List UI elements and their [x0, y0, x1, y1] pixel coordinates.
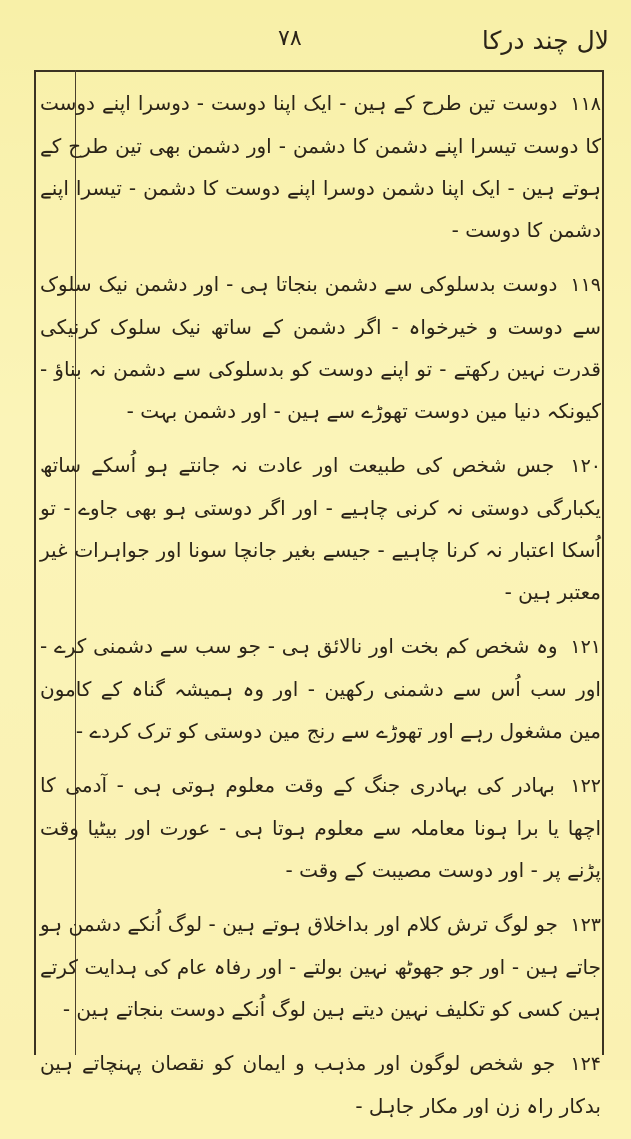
entry-119: [40, 263, 601, 432]
running-title: لال چند درکا: [481, 26, 609, 55]
entry-text: وہ شخص کم بخت اور نالائق ہی - جو سب سے دشمنی کرے - اور سب اُس سے دشمنی رکھین - اور وہ ہمیشہ گناہ کے کامون مین مشغول رہے اور تھوڑے سے رنج مین دوستی کو ترک کردے -: [40, 634, 601, 743]
entry-120: [40, 444, 601, 613]
entry-text: دوست تین طرح کے ہین - ایک اپنا دوست - دوسرا اپنے دوست کا دوست تیسرا اپنے دشمن کا دشمن - اور دشمن بھی تین طرح کے ہوتے ہین - ایک اپنا دشمن دوسرا اپنے دوست کا دشمن - تیسرا اپنے دشمن کا دوست -: [40, 91, 601, 242]
text-body: [40, 82, 601, 1139]
entry-text: بہادر کی بہادری جنگ کے وقت معلوم ہوتی ہی - آدمی کا اچھا یا برا ہونا معاملہ سے معلوم ہوتا ہی - عورت اور بیٹیا وقت پڑنے پر - اور دوست مصیبت کے وقت -: [40, 773, 601, 882]
entry-number: ۱۱۹: [570, 274, 601, 296]
entry-118: [40, 82, 601, 251]
entry-124: [40, 1042, 601, 1127]
entry-text: دوست بدسلوکی سے دشمن بنجاتا ہی - اور دشمن نیک سلوک سے دوست و خیرخواہ - اگر دشمن کے ساتھ نیک سلوک کرنیکی قدرت نہین رکھتے - تو اپنے دوست کو بدسلوکی سے دشمن نہ بناؤ - کیونکہ دنیا مین دوست تھوڑے سے ہین - اور دشمن بہت -: [40, 272, 601, 423]
entry-122: [40, 764, 601, 891]
entry-121: [40, 625, 601, 752]
entry-number: ۱۲۱: [570, 636, 601, 658]
entry-123: [40, 903, 601, 1030]
entry-number: ۱۲۴: [570, 1053, 601, 1075]
page-number: ۷۸: [278, 26, 302, 51]
entry-text: جس شخص کی طبیعت اور عادت نہ جانتے ہو اُسکے ساتھ یکبارگی دوستی نہ کرنی چاہیے - اور اگر دوستی ہو بھی جاوے - تو اُسکا اعتبار نہ کرنا چاہیے - جیسے بغیر جانچا سونا اور جواہرات غیر معتبر ہین -: [40, 453, 601, 604]
entry-text: جو شخص لوگون اور مذہب و ایمان کو نقصان پہنچاتے ہین بدکار راہ زن اور مکار جاہل -: [40, 1051, 601, 1118]
page-header: [0, 16, 631, 66]
entry-number: ۱۲۲: [570, 775, 601, 797]
entry-text: جو لوگ ترش کلام اور بداخلاق ہوتے ہین - لوگ اُنکے دشمن ہو جاتے ہین - اور جو جھوٹھ نہین بولتے - اور رفاہ عام کی ہدایت کرتے ہین کسی کو تکلیف نہین دیتے ہین لوگ اُنکے دوست بنجاتے ہین -: [40, 912, 601, 1021]
entry-number: ۱۲۳: [570, 914, 602, 936]
entry-number: ۱۲۰: [570, 455, 602, 477]
entry-number: ۱۱۸: [570, 93, 601, 115]
